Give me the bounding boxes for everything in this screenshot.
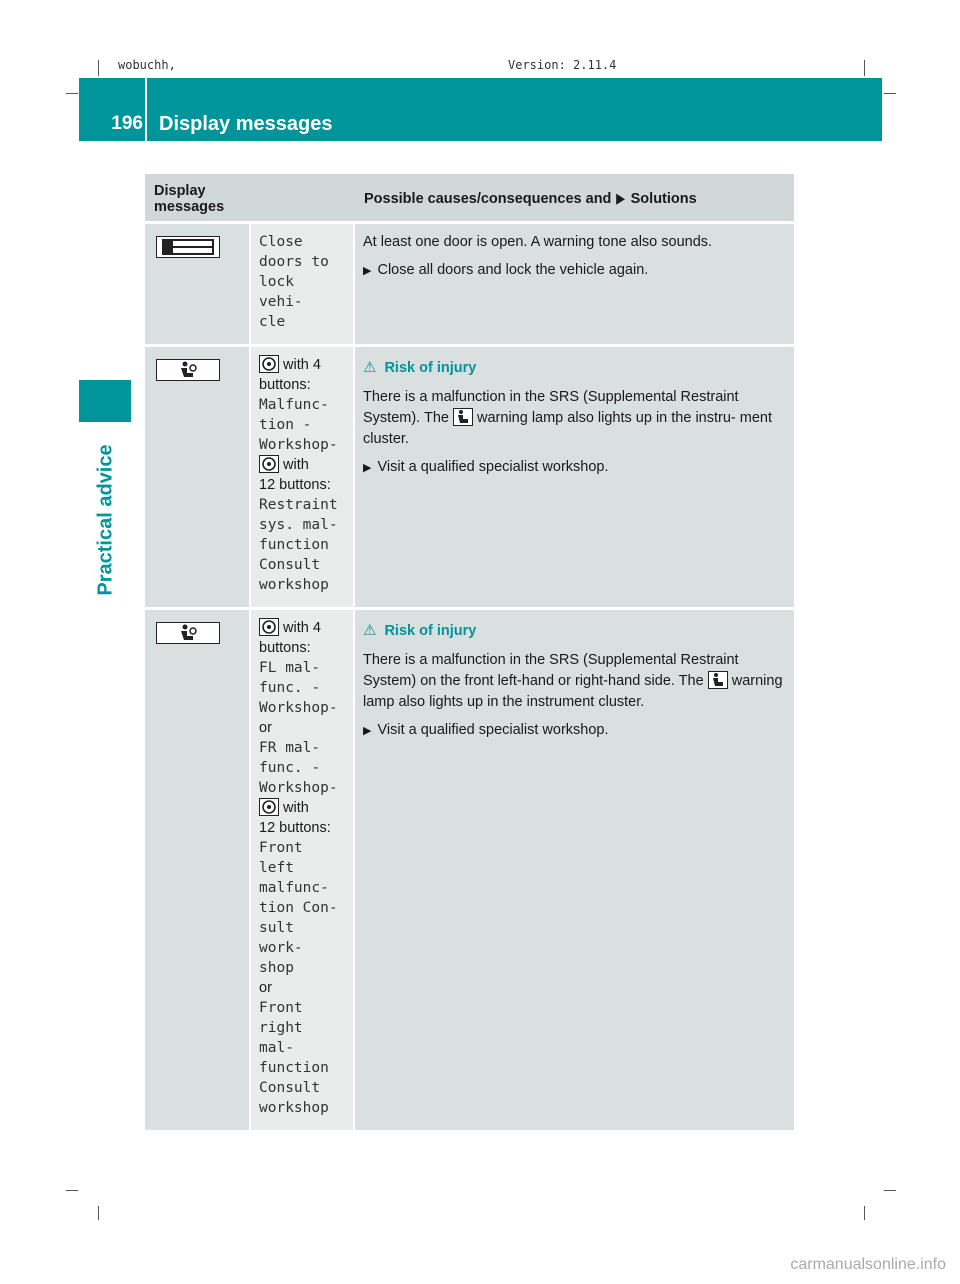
- or-separator: or: [259, 980, 272, 996]
- column-header-display-messages: Display messages: [145, 174, 250, 223]
- button-variant-note: [259, 618, 345, 638]
- table-row: [145, 223, 794, 346]
- action-arrow-icon: ▶: [363, 462, 372, 474]
- button-variant-note: [259, 355, 345, 375]
- message-line: malfunc-: [259, 880, 329, 896]
- cause-text: [363, 387, 786, 450]
- cause-text-a: There is a malfunction in the SRS (Supplemental Restraint System) on the front left-hand or right-hand side. The: [363, 652, 739, 689]
- crop-mark: [864, 1206, 865, 1220]
- or-separator: or: [259, 720, 272, 736]
- airbag-warning-icon: [156, 622, 220, 644]
- message-line: FL mal-: [259, 660, 321, 676]
- column-header-solutions: Solutions: [630, 191, 697, 207]
- door-open-icon: [156, 236, 220, 258]
- action-item: [363, 260, 786, 282]
- icon-cell: [145, 346, 250, 609]
- message-line: cle: [259, 314, 286, 330]
- cause-cell: [354, 346, 794, 609]
- header-meta-right: Version: 2.11.4: [508, 58, 617, 72]
- table-row: [145, 346, 794, 609]
- cause-text-b: warning lamp also lights up in the instru- ment cluster.: [363, 410, 772, 447]
- cause-cell: [354, 609, 794, 1131]
- steering-wheel-icon: [259, 455, 279, 473]
- button-variant-note: 12 buttons:: [259, 820, 331, 836]
- footer-watermark: carmanualsonline.info: [790, 1256, 946, 1273]
- message-line: workshop: [259, 577, 329, 593]
- action-item: [363, 720, 786, 742]
- table-header-row: [145, 174, 794, 223]
- message-line: Restraint: [259, 497, 338, 513]
- column-header-causes: [250, 174, 794, 223]
- button-variant-note: buttons:: [259, 640, 311, 656]
- message-line: Malfunc-: [259, 397, 329, 413]
- action-arrow-icon: ▶: [363, 265, 372, 277]
- airbag-warning-icon: [156, 359, 220, 381]
- message-line: sys. mal-: [259, 517, 338, 533]
- page-title: Display messages: [159, 113, 333, 135]
- message-line: shop: [259, 960, 294, 976]
- message-line: Consult: [259, 1080, 321, 1096]
- header-meta-left: wobuchh,: [118, 58, 176, 72]
- message-line: FR mal-: [259, 740, 321, 756]
- message-line: func. -: [259, 760, 321, 776]
- warning-text: Risk of injury: [384, 360, 477, 376]
- button-variant-note: [259, 455, 345, 475]
- warning-heading: [363, 357, 786, 379]
- action-arrow-icon: ▶: [363, 725, 372, 737]
- column-header-causes-text: Possible causes/consequences and: [364, 191, 612, 207]
- warning-heading: [363, 620, 786, 642]
- display-messages-table: [145, 174, 794, 1130]
- message-line: Front: [259, 1000, 303, 1016]
- message-line: Consult: [259, 557, 321, 573]
- section-label: Practical advice: [94, 444, 117, 596]
- steering-wheel-icon: [259, 798, 279, 816]
- button-variant-note: 12 buttons:: [259, 477, 331, 493]
- cause-text: [363, 650, 786, 713]
- button-variant-text: with: [283, 800, 309, 816]
- warning-triangle-icon: ⚠: [363, 359, 377, 376]
- crop-mark: [66, 93, 78, 94]
- crop-mark: [884, 1190, 896, 1191]
- action-arrow-icon: ▶: [616, 191, 626, 207]
- message-line: tion Con-: [259, 900, 338, 916]
- message-line: sult work-: [259, 920, 303, 956]
- cause-text-b: warning lamp also lights up in the instrument cluster.: [363, 673, 783, 710]
- crop-mark: [98, 60, 99, 76]
- cause-text: At least one door is open. A warning tone also sounds.: [363, 234, 713, 250]
- message-line: Workshop-: [259, 700, 338, 716]
- message-line: function: [259, 1060, 329, 1076]
- crop-mark: [98, 1206, 99, 1220]
- action-text: Close all doors and lock the vehicle again.: [377, 262, 649, 278]
- page-number: 196: [111, 113, 143, 134]
- crop-mark: [884, 93, 896, 94]
- message-line: workshop: [259, 1100, 329, 1116]
- button-variant-text: with 4: [283, 357, 321, 373]
- button-variant-text: with 4: [283, 620, 321, 636]
- header-divider: [145, 78, 147, 141]
- message-line: right mal-: [259, 1020, 303, 1056]
- message-cell: [250, 609, 354, 1131]
- button-variant-note: buttons:: [259, 377, 311, 393]
- icon-cell: [145, 609, 250, 1131]
- warning-triangle-icon: ⚠: [363, 622, 377, 639]
- steering-wheel-icon: [259, 355, 279, 373]
- cause-text-a: There is a malfunction in the SRS (Supplemental Restraint System). The: [363, 389, 739, 426]
- page-header: [79, 78, 882, 141]
- message-line: doors to: [259, 254, 329, 270]
- message-line: tion -: [259, 417, 312, 433]
- message-line: lock vehi-: [259, 274, 303, 310]
- message-line: Workshop-: [259, 780, 338, 796]
- airbag-warning-icon: [708, 671, 728, 689]
- button-variant-note: [259, 798, 345, 818]
- section-tab: [79, 380, 131, 422]
- airbag-warning-icon: [453, 408, 473, 426]
- message-line: function: [259, 537, 329, 553]
- message-cell: [250, 223, 354, 346]
- steering-wheel-icon: [259, 618, 279, 636]
- message-line: Front left: [259, 840, 303, 876]
- action-item: [363, 457, 786, 479]
- action-text: Visit a qualified specialist workshop.: [377, 722, 609, 738]
- message-cell: [250, 346, 354, 609]
- button-variant-text: with: [283, 457, 309, 473]
- table-row: [145, 609, 794, 1131]
- message-line: Workshop-: [259, 437, 338, 453]
- cause-cell: [354, 223, 794, 346]
- action-text: Visit a qualified specialist workshop.: [377, 459, 609, 475]
- warning-text: Risk of injury: [384, 623, 477, 639]
- message-line: Close: [259, 234, 303, 250]
- message-line: func. -: [259, 680, 321, 696]
- crop-mark: [864, 60, 865, 76]
- icon-cell: [145, 223, 250, 346]
- crop-mark: [66, 1190, 78, 1191]
